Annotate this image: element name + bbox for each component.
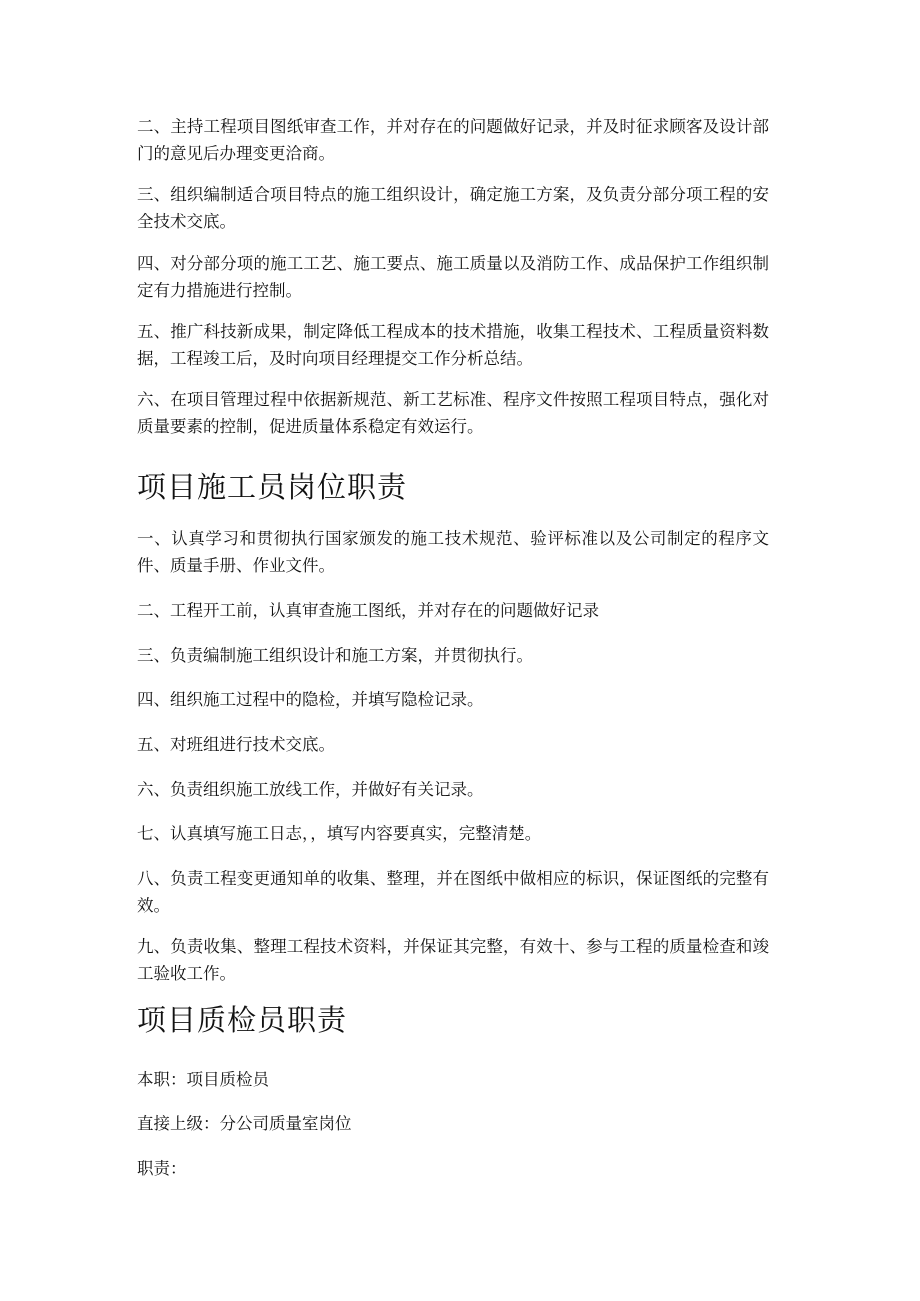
construction-item-7: 七、认真填写施工日志，，填写内容要真实，完整清楚。: [137, 824, 542, 843]
construction-item-5: 五、对班组进行技术交底。: [137, 735, 335, 754]
quality-superior: 直接上级：分公司质量室岗位: [137, 1114, 352, 1133]
prev-item-3: 三、组织编制适合项目特点的施工组织设计，确定施工方案，及负责分部分项工程的安全技术交底。: [137, 185, 769, 231]
prev-item-5: 五、推广科技新成果，制定降低工程成本的技术措施，收集工程技术、工程质量资料数据，工程竣工后，及时向项目经理提交工作分析总结。: [137, 322, 769, 368]
construction-item-2: 二、工程开工前，认真审查施工图纸，并对存在的问题做好记录: [137, 601, 599, 620]
section-title-construction: 项目施工员岗位职责: [137, 470, 408, 504]
quality-position: 本职：项目质检员: [137, 1070, 269, 1089]
construction-item-9: 九、负责收集、整理工程技术资料，并保证其完整，有效十、参与工程的质量检查和竣工验收工作。: [137, 937, 769, 983]
prev-item-2: 二、主持工程项目图纸审查工作，并对存在的问题做好记录，并及时征求顾客及设计部门的意见后办理变更洽商。: [137, 117, 769, 163]
construction-item-8: 八、负责工程变更通知单的收集、整理，并在图纸中做相应的标识，保证图纸的完整有效。: [137, 869, 769, 915]
construction-item-3: 三、负责编制施工组织设计和施工方案，并贯彻执行。: [137, 646, 533, 665]
prev-item-4: 四、对分部分项的施工工艺、施工要点、施工质量以及消防工作、成品保护工作组织制定有力措施进行控制。: [137, 254, 769, 300]
quality-duties-label: 职责：: [137, 1159, 187, 1178]
section-title-quality: 项目质检员职责: [137, 1003, 348, 1037]
construction-item-6: 六、负责组织施工放线工作，并做好有关记录。: [137, 780, 484, 799]
prev-item-6: 六、在项目管理过程中依据新规范、新工艺标准、程序文件按照工程项目特点，强化对质量要素的控制，促进质量体系稳定有效运行。: [137, 390, 769, 436]
construction-item-1: 一、认真学习和贯彻执行国家颁发的施工技术规范、验评标准以及公司制定的程序文件、质量手册、作业文件。: [137, 529, 769, 575]
construction-item-4: 四、组织施工过程中的隐检，并填写隐检记录。: [137, 690, 484, 709]
